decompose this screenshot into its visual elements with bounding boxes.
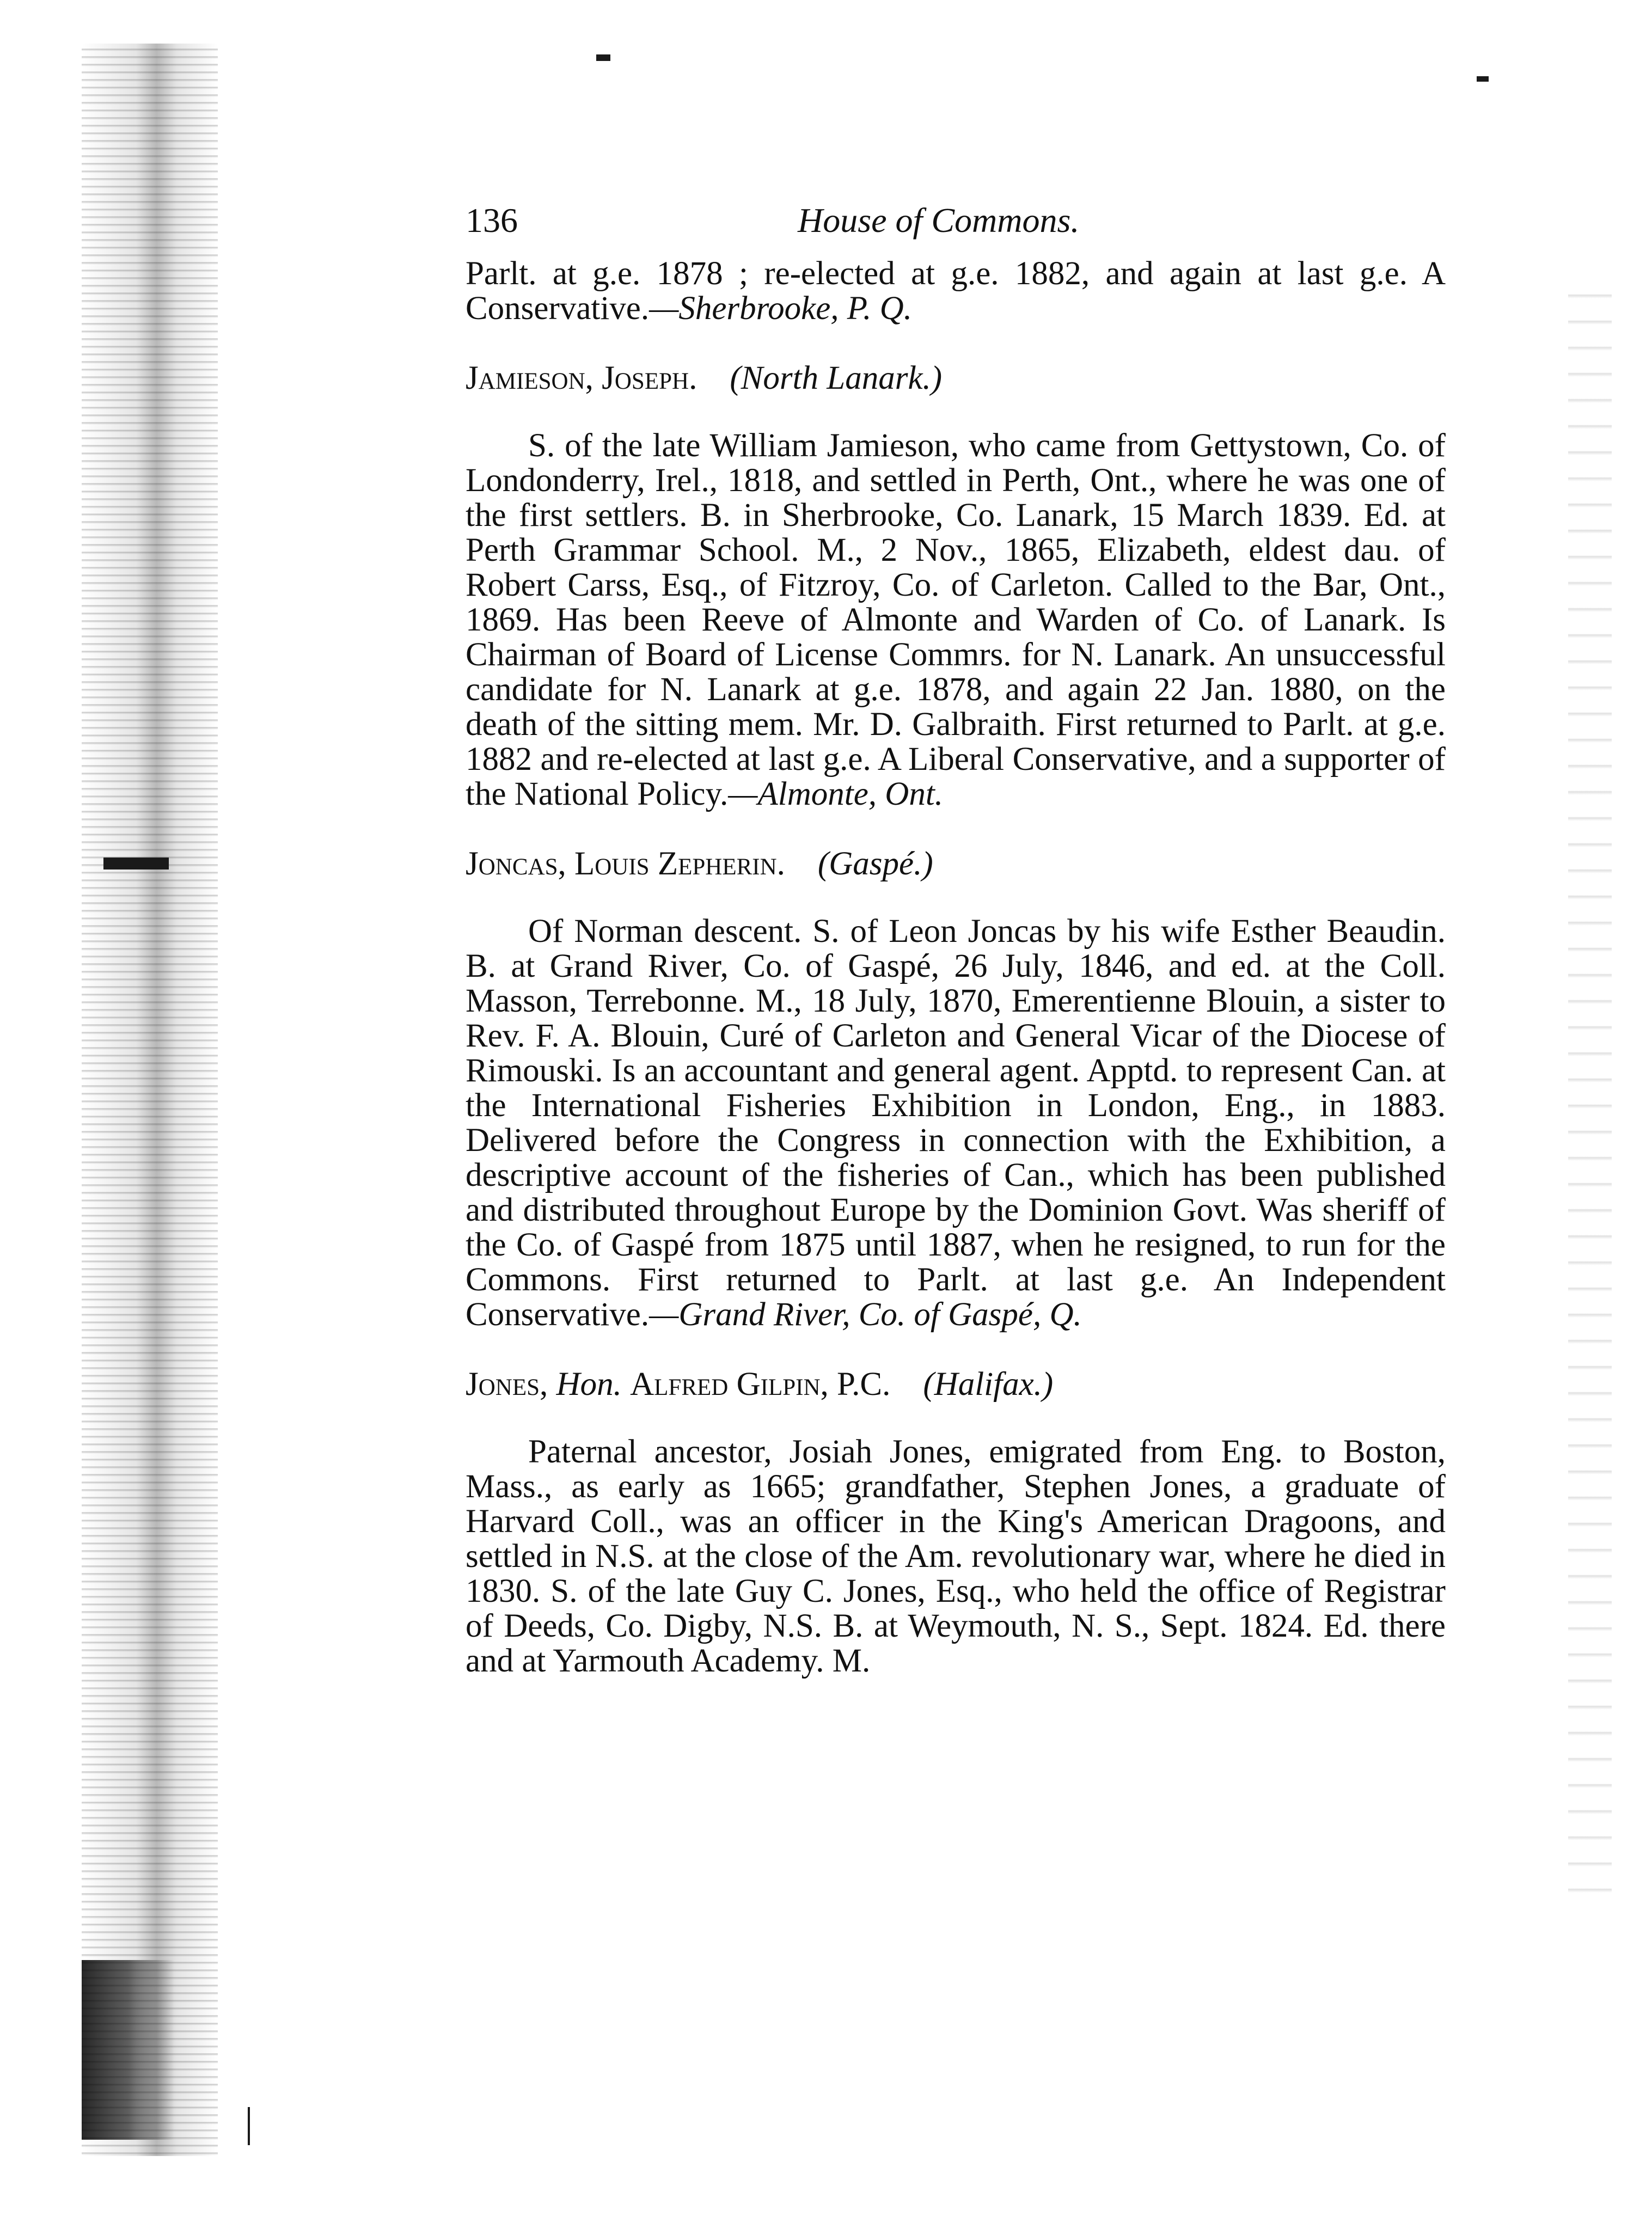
entry-constituency: (Halifax.): [923, 1366, 1054, 1403]
entry-body-text: Of Norman descent. S. of Leon Joncas by his wife Esther Beaudin. B. at Grand River, Co. of Gaspé, 26 July, 1846, and ed. at the Coll. Masson, Terrebonne. M., 18 July, 1870, Emerentienne Blouin, a sister to Rev. F. A. Blouin, Curé of Carleton and General Vicar of the Diocese of Rimouski. Is an accountant and general agent. Apptd. to represent Can. at the International Fisheries Exhibition in London, Eng., in 1883. Delivered before the Congress in connection with the Exhibition, a descriptive account of the fisheries of Can., which has been published and distributed throughout Europe by the Dominion Govt. Was sheriff of the Co. of Gaspé from 1875 until 1887, when he resigned, to run for the Commons. First returned to Parlt. at last g.e. An Independent Conservative.: [466, 913, 1446, 1333]
entry-heading-jones: [466, 1367, 1446, 1402]
scan-edge-noise-left: [82, 44, 218, 2156]
entry-body-text: Paternal ancestor, Josiah Jones, emigrated from Eng. to Boston, Mass., as early as 1665; grandfather, Stephen Jones, a graduate of Harvard Coll., was an officer in the King's American Dragoons, and settled in N.S. at the close of the Am. revolutionary war, where he died in 1830. S. of the late Guy C. Jones, Esq., who held the office of Registrar of Deeds, Co. Digby, N.S. B. at Weymouth, N. S., Sept. 1824. Ed. there and at Yarmouth Academy. M.: [466, 1434, 1446, 1679]
entry-heading-joncas: [466, 847, 1446, 881]
entry-surname: Joncas,: [466, 846, 566, 882]
running-title: House of Commons.: [798, 201, 1080, 240]
entry-body-text: S. of the late William Jamieson, who came from Gettystown, Co. of Londonderry, Irel., 1818, and settled in Perth, Ont., where he was one of the first settlers. B. in Sherbrooke, Co. Lanark, 15 March 1839. Ed. at Perth Grammar School. M., 2 Nov., 1865, Elizabeth, eldest dau. of Robert Carss, Esq., of Fitzroy, Co. of Carleton. Called to the Bar, Ont., 1869. Has been Reeve of Almonte and Warden of Co. of Lanark. Is Chairman of Board of License Commrs. for N. Lanark. An unsuccessful candidate for N. Lanark at g.e. 1878, and again 22 Jan. 1880, on the death of the sitting mem. Mr. D. Galbraith. First returned to Parlt. at g.e. 1882 and re-elected at last g.e. A Liberal Conservative, and a supporter of the National Policy.: [466, 427, 1446, 812]
scan-speck: [596, 54, 610, 61]
entry-surname: Jones,: [466, 1366, 548, 1403]
continuation-text: Parlt. at g.e. 1878 ; re-elected at g.e. 1882, and again at last g.e. A Conservative.: [466, 255, 1446, 327]
entry-honorific: Hon.: [556, 1366, 622, 1403]
entry-surname: Jamieson,: [466, 360, 594, 396]
entry-heading-jamieson: [466, 361, 1446, 396]
scan-edge-noise-right: [1568, 272, 1612, 1906]
entry-constituency: (Gaspé.): [817, 846, 933, 882]
continuation-paragraph: [466, 256, 1446, 326]
entry-forename: Alfred Gilpin, P.C.: [630, 1366, 891, 1403]
entry-forename: Joseph.: [602, 360, 697, 396]
entry-constituency: (North Lanark.): [730, 360, 943, 396]
scan-edge-shadow-bottom: [82, 1960, 174, 2140]
entry-residence: —Grand River, Co. of Gaspé, Q.: [649, 1296, 1082, 1333]
continuation-residence: —Sherbrooke, P. Q.: [649, 290, 912, 327]
scan-speck: [103, 858, 169, 869]
running-head: [466, 199, 1446, 242]
entry-body-joncas: [466, 914, 1446, 1332]
entry-body-jones: [466, 1435, 1446, 1679]
scan-speck: [248, 2107, 250, 2145]
document-page: [466, 199, 1446, 1679]
entry-residence: —Almonte, Ont.: [728, 776, 944, 812]
page-number: 136: [466, 201, 518, 240]
entry-forename: Louis Zepherin.: [574, 846, 785, 882]
scan-speck: [1477, 76, 1489, 82]
entry-body-jamieson: [466, 428, 1446, 812]
